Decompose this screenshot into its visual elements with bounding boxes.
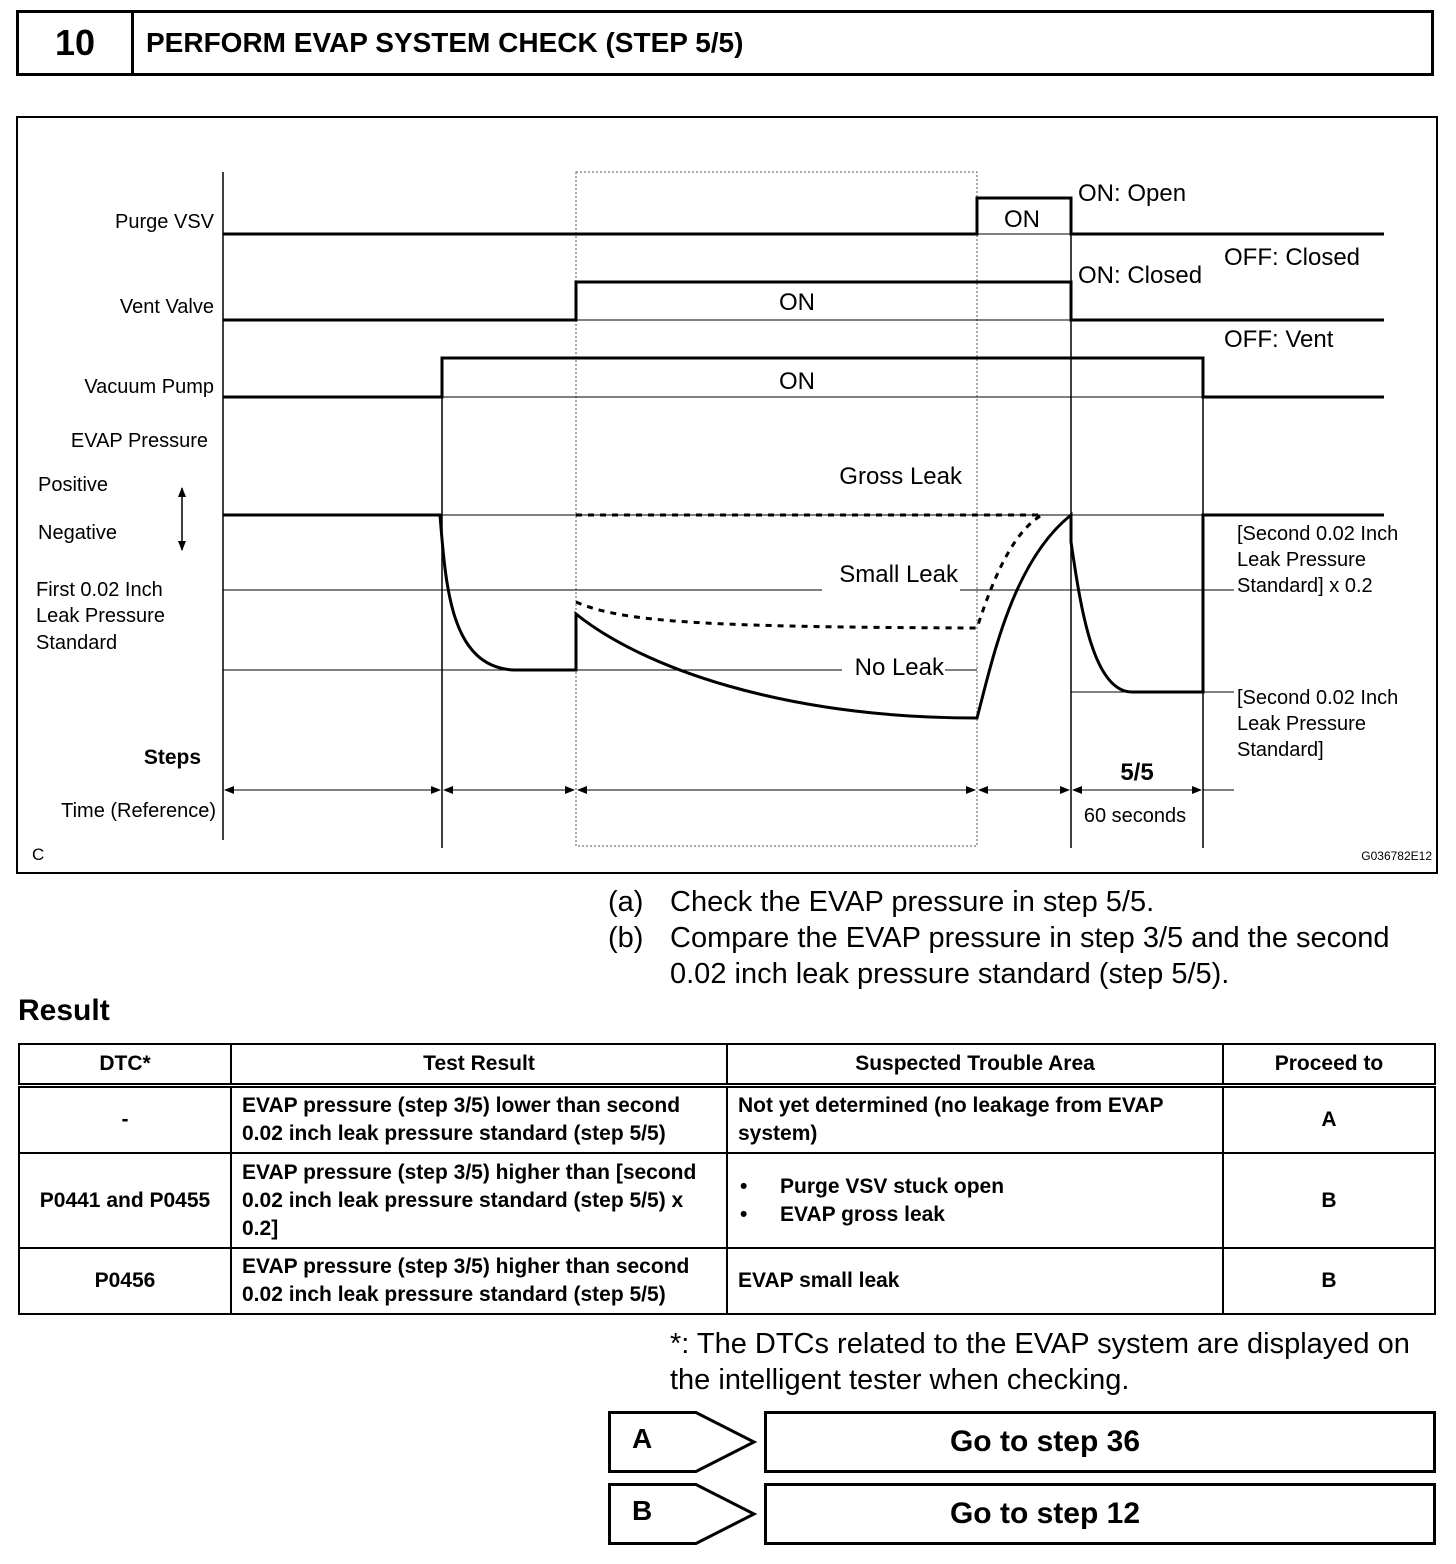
instruction-a <box>608 884 1438 920</box>
dtc-cell: P0456 <box>19 1248 231 1314</box>
instructions <box>608 884 1438 992</box>
step-title: PERFORM EVAP SYSTEM CHECK (STEP 5/5) <box>146 27 744 58</box>
no-leak-label: No Leak <box>854 654 944 681</box>
label-figure-id: G036782E12 <box>1361 849 1432 863</box>
second-std-x02-line2: Leak Pressure <box>1237 549 1366 571</box>
label-evap-pressure: EVAP Pressure <box>70 430 208 452</box>
table-header-row <box>19 1044 1435 1086</box>
second-std-line3: Standard] <box>1237 739 1324 761</box>
proceed-cell: B <box>1223 1248 1435 1314</box>
second-std-line1: [Second 0.02 Inch <box>1237 687 1399 709</box>
test-result-cell: EVAP pressure (step 3/5) higher than second 0.02 inch leak pressure standard (step 5/5) <box>231 1248 727 1314</box>
go-to-step-12-button[interactable]: Go to step 12 <box>764 1483 1436 1545</box>
list-item <box>738 1201 1212 1229</box>
instruction-b-label: (b) <box>608 922 644 954</box>
proceed-row-b[interactable] <box>608 1483 1436 1545</box>
trouble-area-item: EVAP gross leak <box>780 1202 945 1226</box>
result-table <box>18 1043 1436 1315</box>
label-first-std-line2: Leak Pressure <box>36 605 165 627</box>
second-std-line2: Leak Pressure <box>1237 713 1366 735</box>
trouble-area-cell <box>727 1153 1223 1248</box>
bullet-icon: • <box>740 1202 748 1226</box>
purge-vsv-signal <box>223 198 1384 234</box>
test-result-cell: EVAP pressure (step 3/5) higher than [second 0.02 inch leak pressure standard (step 5/5) x 0.2] <box>231 1153 727 1248</box>
test-result-cell: EVAP pressure (step 3/5) lower than second 0.02 inch leak pressure standard (step 5/5) <box>231 1086 727 1154</box>
proceed-row-a[interactable] <box>608 1411 1436 1473</box>
table-row <box>19 1086 1435 1154</box>
arrow-label-icon <box>608 1483 758 1545</box>
second-std-x02-line3: Standard] x 0.2 <box>1237 575 1373 597</box>
timing-diagram-svg <box>18 118 1436 872</box>
go-to-step-36-button[interactable]: Go to step 36 <box>764 1411 1436 1473</box>
timing-diagram <box>16 116 1438 874</box>
label-first-std-line3: Standard <box>36 632 118 654</box>
evap-pressure-no-leak-curve <box>223 515 1384 718</box>
col-header-proceed: Proceed to <box>1223 1044 1435 1086</box>
purge-off-closed-label: OFF: Closed <box>1224 244 1361 271</box>
small-leak-label: Small Leak <box>839 561 958 588</box>
label-steps: Steps <box>143 746 201 769</box>
arrow-label-icon <box>608 1411 758 1473</box>
bullet-icon: • <box>740 1174 748 1198</box>
list-item <box>738 1173 1212 1201</box>
col-header-trouble-area: Suspected Trouble Area <box>727 1044 1223 1086</box>
gross-leak-label: Gross Leak <box>839 463 962 490</box>
dtc-cell: - <box>19 1086 231 1154</box>
vent-on-closed-label: ON: Closed <box>1078 262 1203 289</box>
table-row <box>19 1248 1435 1314</box>
col-header-test-result: Test Result <box>231 1044 727 1086</box>
vent-on-label: ON <box>779 289 815 316</box>
second-std-x02-line1: [Second 0.02 Inch <box>1237 523 1399 545</box>
step-boundaries <box>223 172 1203 848</box>
label-vacuum-pump: Vacuum Pump <box>84 376 214 398</box>
label-first-std-line1: First 0.02 Inch <box>36 579 163 601</box>
proceed-label-b: B <box>632 1495 653 1526</box>
label-purge-vsv: Purge VSV <box>115 211 214 233</box>
table-row <box>19 1153 1435 1248</box>
vent-off-vent-label: OFF: Vent <box>1224 326 1334 353</box>
trouble-area-cell: Not yet determined (no leakage from EVAP system) <box>727 1086 1223 1154</box>
instruction-b <box>608 920 1438 992</box>
label-corner-c: C <box>32 845 45 864</box>
trouble-area-item: Purge VSV stuck open <box>780 1174 1005 1198</box>
footnote: *: The DTCs related to the EVAP system are displayed on the intelligent tester when checking. <box>670 1328 1410 1396</box>
pump-on-label: ON <box>779 368 815 395</box>
instruction-b-text: Compare the EVAP pressure in step 3/5 and the second 0.02 inch leak pressure standard (step 5/5). <box>670 922 1390 990</box>
purge-on-open-label: ON: Open <box>1078 180 1187 207</box>
col-header-dtc: DTC* <box>19 1044 231 1086</box>
trouble-area-cell: EVAP small leak <box>727 1248 1223 1314</box>
step-header <box>16 10 1434 76</box>
instruction-a-label: (a) <box>608 886 644 918</box>
step-number: 10 <box>19 13 134 73</box>
step-5-duration: 60 seconds <box>1083 805 1187 827</box>
proceed-cell: A <box>1223 1086 1435 1154</box>
proceed-cell: B <box>1223 1153 1435 1248</box>
proceed-label-a: A <box>632 1423 653 1454</box>
label-time-reference: Time (Reference) <box>61 800 216 822</box>
instruction-a-text: Check the EVAP pressure in step 5/5. <box>670 886 1155 918</box>
label-positive: Positive <box>38 474 109 496</box>
label-negative: Negative <box>38 522 117 544</box>
small-leak-curve <box>576 515 1042 628</box>
purge-on-label: ON <box>1004 206 1040 233</box>
step-3-frame <box>576 172 977 846</box>
result-heading: Result <box>18 994 110 1027</box>
step-5-label: 5/5 <box>1120 759 1154 786</box>
dtc-cell: P0441 and P0455 <box>19 1153 231 1248</box>
label-vent-valve: Vent Valve <box>119 296 214 318</box>
